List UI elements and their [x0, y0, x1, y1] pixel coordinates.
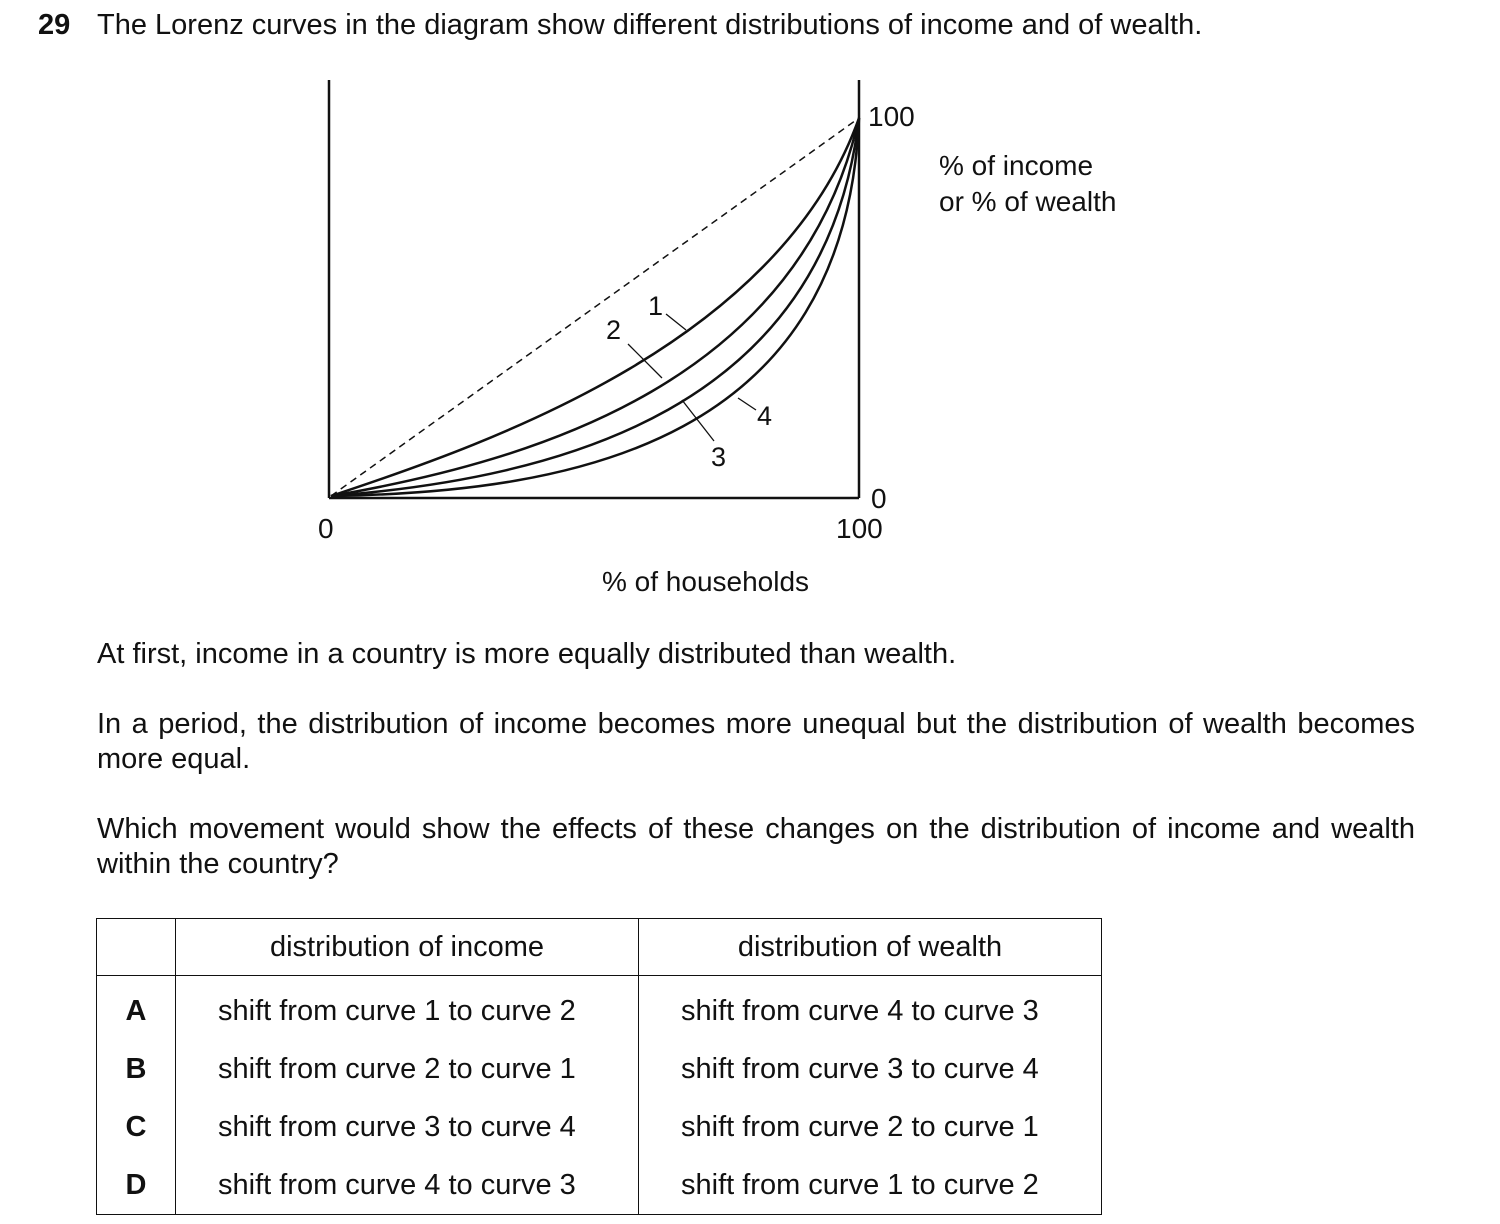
option-wealth: shift from curve 4 to curve 3: [639, 976, 1102, 1041]
curve-2-label: 2: [606, 315, 622, 345]
curve-3-label: 3: [711, 442, 727, 472]
option-wealth: shift from curve 3 to curve 4: [639, 1040, 1102, 1098]
option-income: shift from curve 2 to curve 1: [176, 1040, 639, 1098]
question-number: 29: [38, 9, 71, 41]
option-key: C: [97, 1098, 176, 1156]
option-income: shift from curve 1 to curve 2: [176, 976, 639, 1041]
curve-4-label: 4: [757, 401, 773, 431]
option-wealth: shift from curve 2 to curve 1: [639, 1098, 1102, 1156]
curve-1-leader: [666, 314, 686, 330]
options-table: [96, 918, 1102, 1215]
context-paragraph: At first, income in a country is more equally distributed than wealth.: [97, 638, 957, 670]
line-of-equality: [331, 118, 859, 496]
header-wealth: distribution of wealth: [639, 919, 1102, 976]
x-axis-label: % of households: [602, 566, 810, 597]
option-row-d[interactable]: [97, 1156, 1102, 1215]
option-key: A: [97, 976, 176, 1041]
option-wealth: shift from curve 1 to curve 2: [639, 1156, 1102, 1215]
option-row-c[interactable]: [97, 1098, 1102, 1156]
option-income: shift from curve 3 to curve 4: [176, 1098, 639, 1156]
curve-3-leader: [682, 400, 714, 441]
header-key: [97, 919, 176, 976]
options-header-row: [97, 919, 1102, 976]
option-key: D: [97, 1156, 176, 1215]
origin-label: 0: [318, 513, 334, 544]
x-max-label: 100: [836, 513, 883, 544]
option-key: B: [97, 1040, 176, 1098]
curve-1-label: 1: [648, 291, 664, 321]
curve-2-leader: [628, 344, 662, 378]
change-paragraph: In a period, the distribution of income becomes more unequal but the distribution of wealth becomes more equal.: [97, 708, 1415, 775]
question-paragraph: Which movement would show the effects of these changes on the distribution of income and wealth within the country?: [97, 813, 1415, 880]
option-income: shift from curve 4 to curve 3: [176, 1156, 639, 1215]
header-income: distribution of income: [176, 919, 639, 976]
curve-4-leader: [738, 398, 756, 410]
question-stem: The Lorenz curves in the diagram show different distributions of income and of wealth.: [97, 9, 1203, 41]
y-axis-label-line-2: or % of wealth: [939, 186, 1117, 217]
option-row-a[interactable]: [97, 976, 1102, 1041]
right-axis-zero-label: 0: [871, 483, 887, 514]
y-axis-label-line-1: % of income: [939, 150, 1094, 181]
y-max-label: 100: [868, 101, 915, 132]
option-row-b[interactable]: [97, 1040, 1102, 1098]
